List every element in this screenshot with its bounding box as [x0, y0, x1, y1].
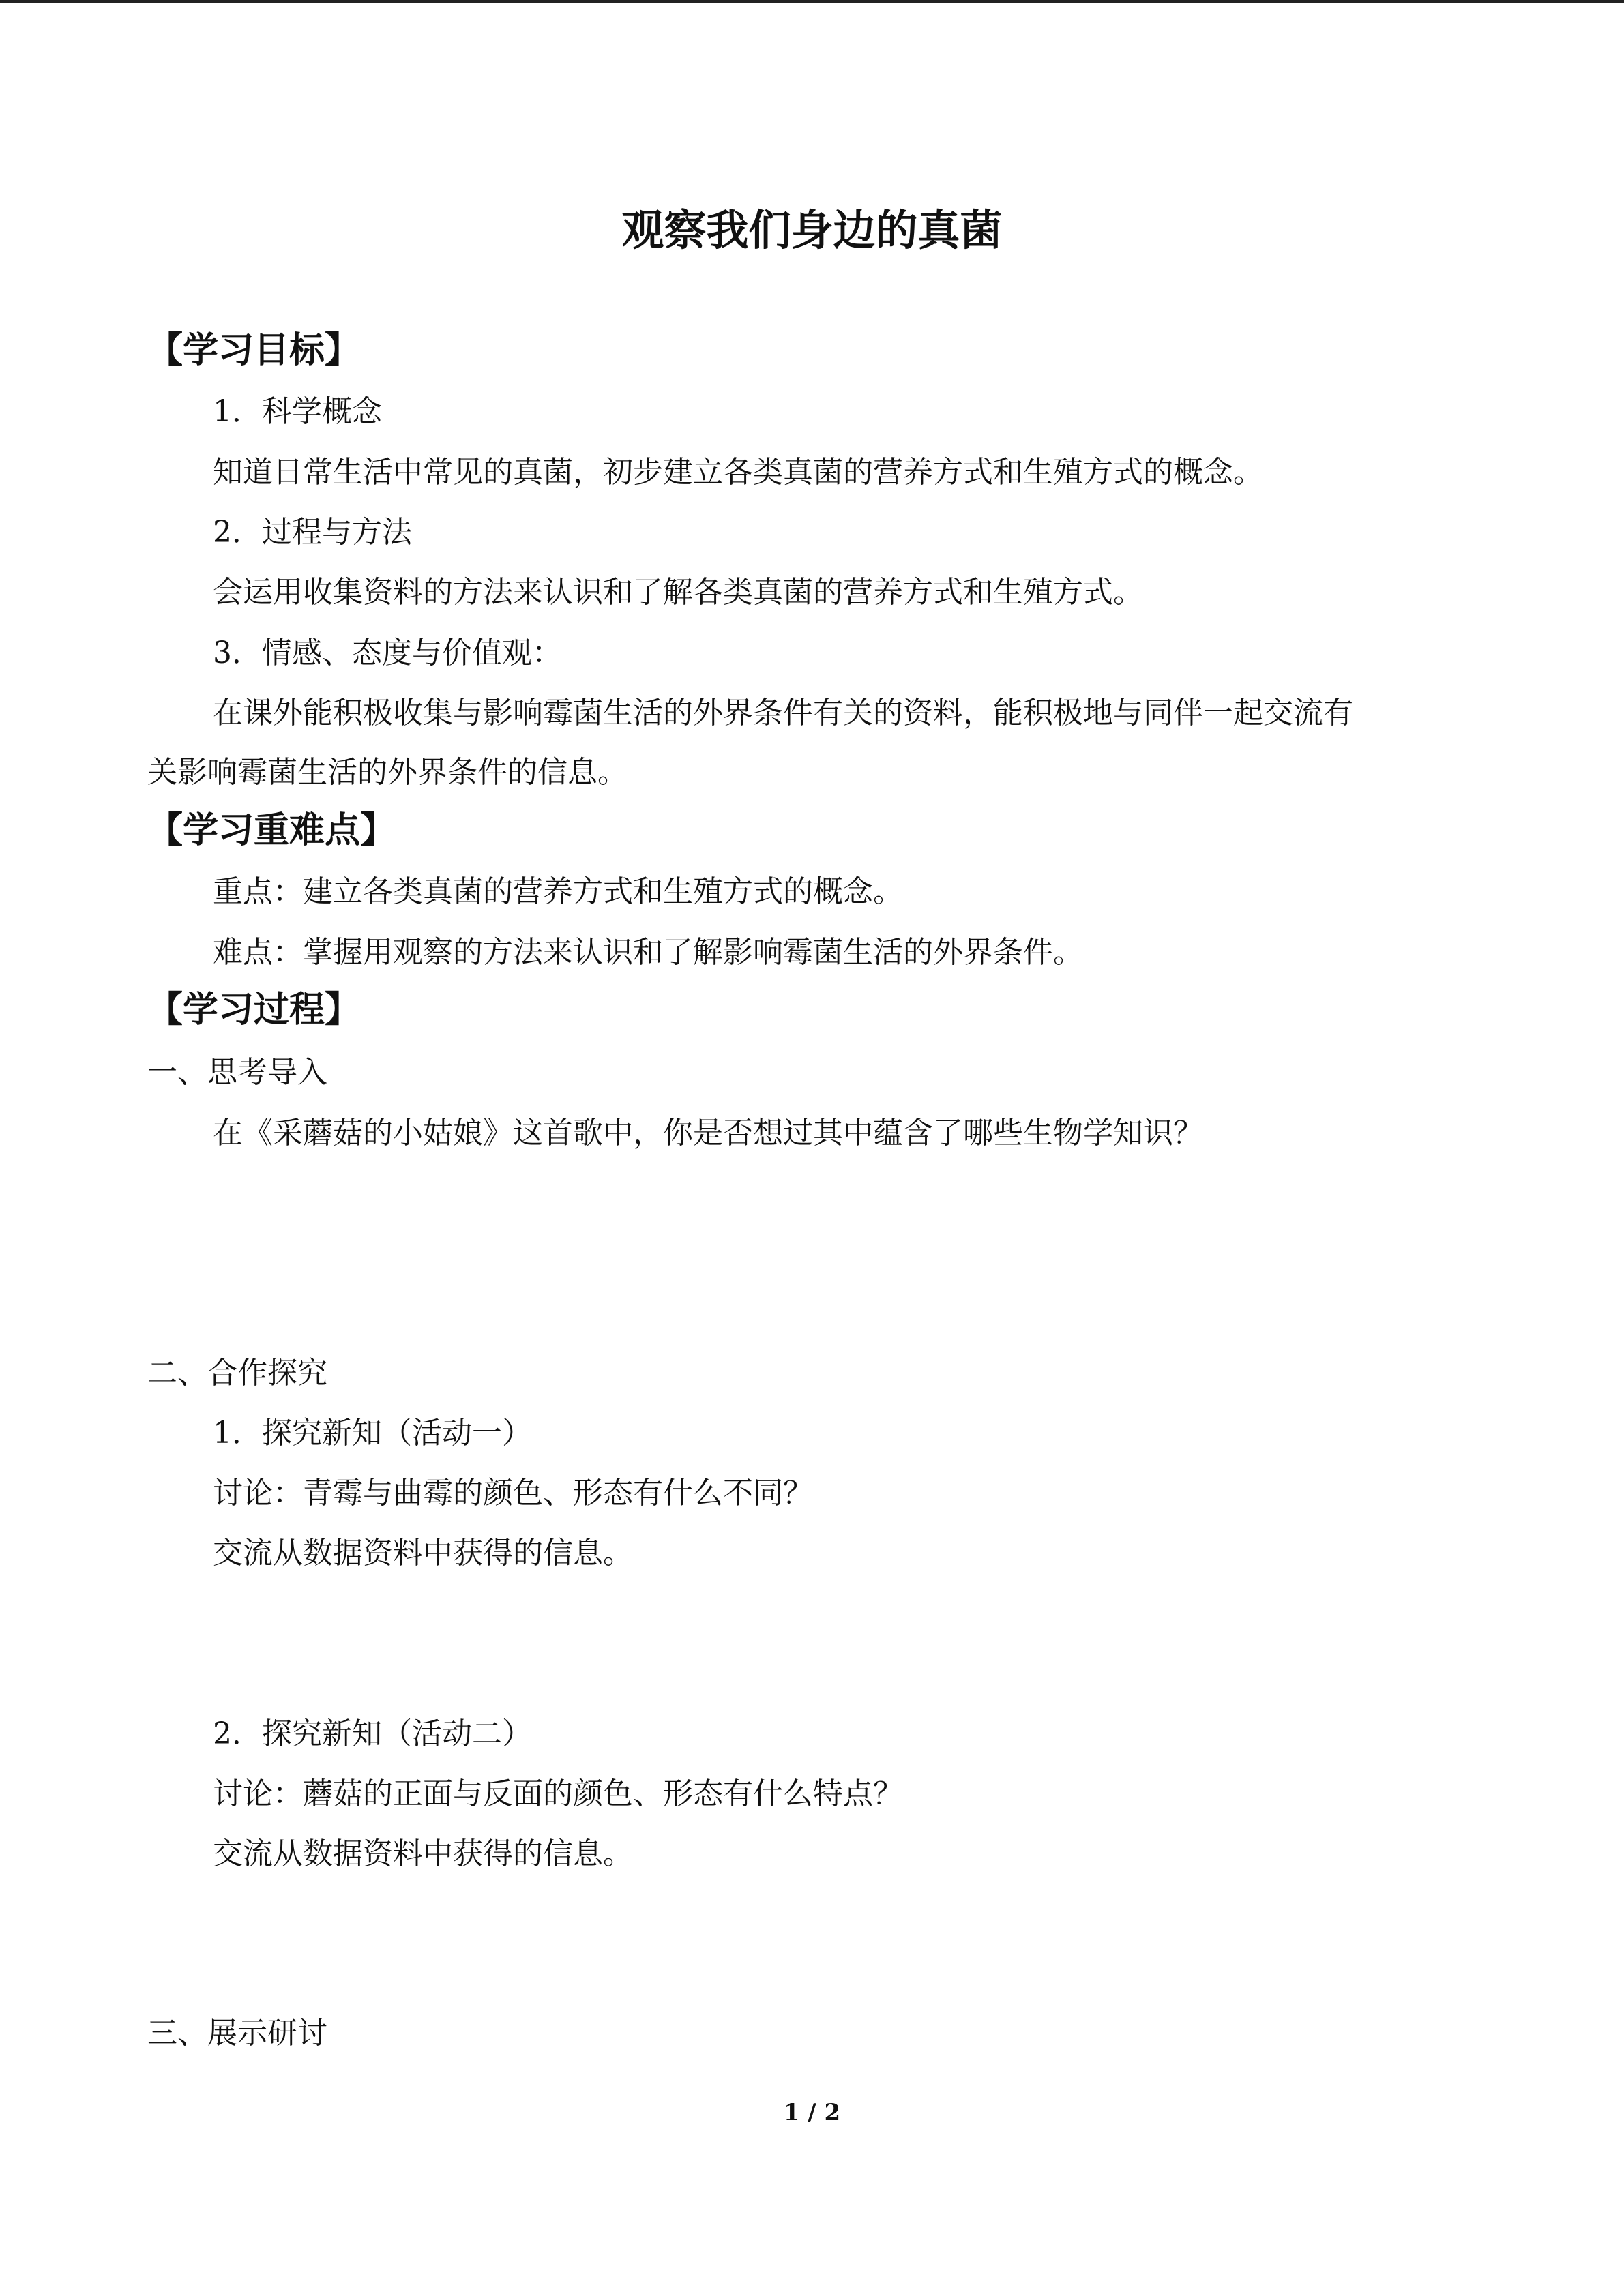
- goal-item2-title: 2．过程与方法: [213, 515, 412, 550]
- key-point-text: 重点：建立各类真菌的营养方式和生殖方式的概念。: [213, 874, 903, 909]
- activity1-discussion: 讨论：青霉与曲霉的颜色、形态有什么不同？: [213, 1476, 813, 1510]
- goal-item1-text: 知道日常生活中常见的真菌，初步建立各类真菌的营养方式和生殖方式的概念。: [213, 455, 1263, 490]
- goal-item1-title: 1．科学概念: [213, 394, 382, 429]
- difficulty-text: 难点：掌握用观察的方法来认识和了解影响霉菌生活的外界条件。: [213, 935, 1083, 970]
- part1-title: 一、思考导入: [147, 1055, 327, 1090]
- activity1-exchange: 交流从数据资料中获得的信息。: [213, 1536, 633, 1570]
- document-title: 观察我们身边的真菌: [621, 205, 1003, 255]
- section-heading-key-points: 【学习重难点】: [147, 809, 396, 851]
- goal-item3-title: 3．情感、态度与价值观：: [213, 636, 562, 670]
- activity2-exchange: 交流从数据资料中获得的信息。: [213, 1836, 633, 1871]
- section-heading-goals: 【学习目标】: [147, 329, 361, 371]
- part3-title: 三、展示研讨: [147, 2016, 327, 2051]
- activity1-title: 1．探究新知（活动一）: [213, 1416, 532, 1450]
- top-border-rule: [0, 0, 1624, 3]
- page-number: 1 / 2: [783, 2099, 841, 2126]
- goal-item2-text: 会运用收集资料的方法来认识和了解各类真菌的营养方式和生殖方式。: [213, 575, 1143, 610]
- activity2-discussion: 讨论：蘑菇的正面与反面的颜色、形态有什么特点？: [213, 1776, 903, 1811]
- activity2-title: 2．探究新知（活动二）: [213, 1716, 532, 1751]
- part1-text: 在《采蘑菇的小姑娘》这首歌中，你是否想过其中蕴含了哪些生物学知识？: [213, 1116, 1203, 1150]
- goal-item3-text-line1: 在课外能积极收集与影响霉菌生活的外界条件有关的资料，能积极地与同伴一起交流有: [213, 696, 1353, 730]
- part2-title: 二、合作探究: [147, 1356, 327, 1390]
- goal-item3-text-line2: 关影响霉菌生活的外界条件的信息。: [147, 755, 628, 790]
- section-heading-process: 【学习过程】: [147, 989, 361, 1030]
